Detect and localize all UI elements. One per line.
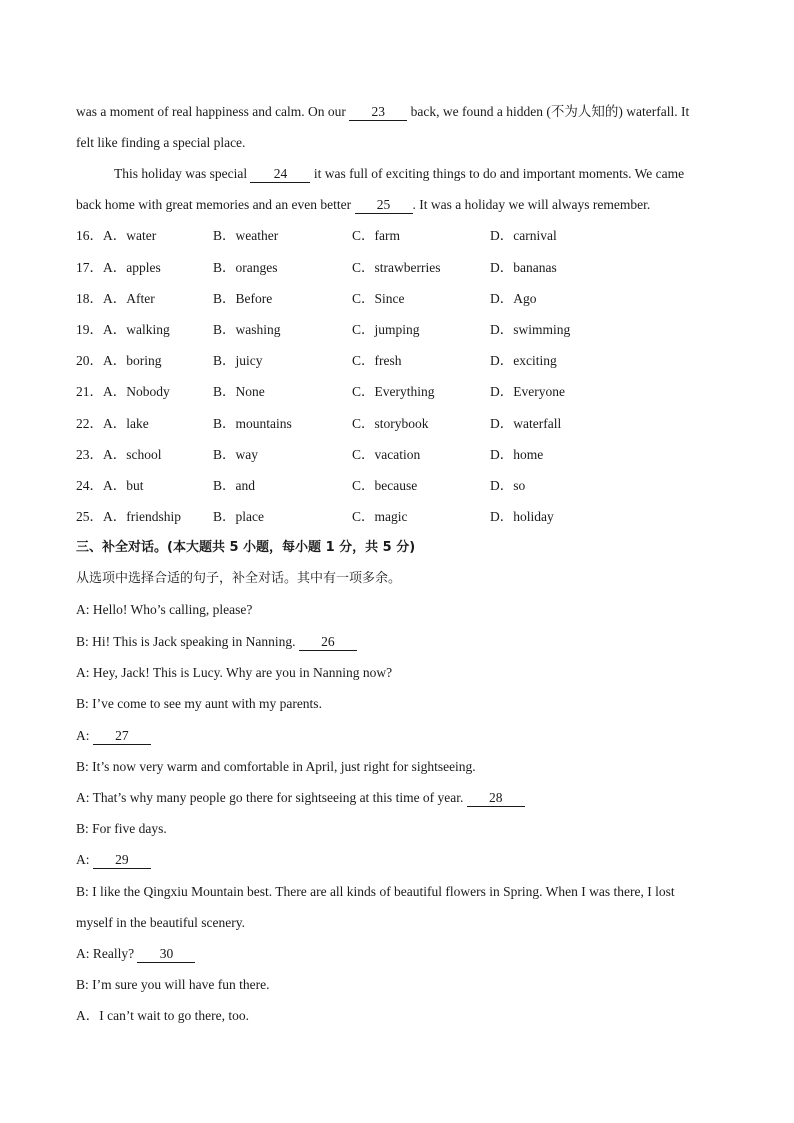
question-option-a[interactable]: 20．A．boring	[76, 353, 162, 368]
dialogue-line: A: 29	[76, 850, 151, 870]
question-option-d[interactable]: D．waterfall	[490, 416, 562, 431]
dialogue-line: B: I’ve come to see my aunt with my parents.	[76, 696, 322, 711]
question-option-b[interactable]: B．and	[213, 478, 255, 493]
dialogue-line: myself in the beautiful scenery.	[76, 915, 245, 930]
question-option-c[interactable]: C．strawberries	[352, 260, 441, 275]
question-option-b[interactable]: B．juicy	[213, 353, 263, 368]
question-option-d[interactable]: D．Everyone	[490, 384, 565, 399]
section-instruction: 从选项中选择合适的句子，补全对话。其中有一项多余。	[76, 571, 402, 586]
question-row	[76, 320, 721, 340]
section-heading: 三、补全对话。(本大题共 5 小题，每小题 1 分，共 5 分)	[76, 540, 416, 555]
answer-blank-23[interactable]: 23	[349, 104, 407, 121]
question-row	[76, 507, 721, 527]
question-row	[76, 414, 721, 434]
dialogue-line: B: I’m sure you will have fun there.	[76, 977, 270, 992]
question-option-b[interactable]: B．place	[213, 509, 264, 524]
dialogue-line: A: Hello! Who’s calling, please?	[76, 602, 253, 617]
question-row	[76, 382, 721, 402]
question-option-c[interactable]: C．Since	[352, 291, 405, 306]
question-row	[76, 226, 721, 246]
dialogue-line: A: Really? 30	[76, 944, 195, 964]
dialogue-line: B: Hi! This is Jack speaking in Nanning. 26	[76, 632, 357, 652]
passage-line-1: was a moment of real happiness and calm. On our 23 back, we found a hidden (不为人知的) waterfall. It	[76, 104, 690, 119]
question-option-a[interactable]: 18．A．After	[76, 291, 155, 306]
question-option-d[interactable]: D．carnival	[490, 228, 557, 243]
question-row	[76, 445, 721, 465]
question-option-d[interactable]: D．exciting	[490, 353, 557, 368]
answer-blank-29[interactable]: 29	[93, 852, 151, 869]
question-option-a[interactable]: 24．A．but	[76, 478, 144, 493]
question-option-c[interactable]: C．magic	[352, 509, 408, 524]
question-option-c[interactable]: C．because	[352, 478, 418, 493]
question-row	[76, 351, 721, 371]
question-option-c[interactable]: C．farm	[352, 228, 400, 243]
question-option-d[interactable]: D．swimming	[490, 322, 571, 337]
question-option-b[interactable]: B．oranges	[213, 260, 278, 275]
dialogue-line: B: It’s now very warm and comfortable in April, just right for sightseeing.	[76, 759, 476, 774]
question-row	[76, 476, 721, 496]
question-option-b[interactable]: B．weather	[213, 228, 279, 243]
passage-line-4: back home with great memories and an even better 25 . It was a holiday we will always remember.	[76, 197, 651, 212]
question-row	[76, 258, 721, 278]
dialogue-option-a: A．I can’t wait to go there, too.	[76, 1008, 249, 1023]
question-option-d[interactable]: D．bananas	[490, 260, 557, 275]
question-option-a[interactable]: 22．A．lake	[76, 416, 149, 431]
question-option-d[interactable]: D．Ago	[490, 291, 537, 306]
answer-blank-27[interactable]: 27	[93, 728, 151, 745]
passage-line-2: felt like finding a special place.	[76, 135, 246, 150]
question-option-b[interactable]: B．None	[213, 384, 265, 399]
dialogue-line: B: I like the Qingxiu Mountain best. There are all kinds of beautiful flowers in Spring. When I was there, I lost	[76, 884, 675, 899]
question-option-c[interactable]: C．storybook	[352, 416, 429, 431]
answer-blank-24[interactable]: 24	[250, 166, 310, 183]
question-option-d[interactable]: D．so	[490, 478, 526, 493]
question-option-b[interactable]: B．Before	[213, 291, 273, 306]
answer-blank-28[interactable]: 28	[467, 790, 525, 807]
dialogue-line: A: 27	[76, 726, 151, 746]
question-option-a[interactable]: 21．A．Nobody	[76, 384, 170, 399]
question-option-b[interactable]: B．way	[213, 447, 258, 462]
question-option-a[interactable]: 19．A．walking	[76, 322, 170, 337]
question-option-b[interactable]: B．mountains	[213, 416, 292, 431]
question-option-d[interactable]: D．home	[490, 447, 544, 462]
question-option-c[interactable]: C．Everything	[352, 384, 435, 399]
question-row	[76, 289, 721, 309]
answer-blank-30[interactable]: 30	[137, 946, 195, 963]
dialogue-line: A: Hey, Jack! This is Lucy. Why are you in Nanning now?	[76, 665, 393, 680]
question-option-a[interactable]: 23．A．school	[76, 447, 162, 462]
question-option-d[interactable]: D．holiday	[490, 509, 554, 524]
question-option-b[interactable]: B．washing	[213, 322, 281, 337]
dialogue-line: B: For five days.	[76, 821, 167, 836]
question-option-c[interactable]: C．fresh	[352, 353, 402, 368]
question-option-c[interactable]: C．jumping	[352, 322, 420, 337]
question-option-a[interactable]: 25．A．friendship	[76, 509, 181, 524]
question-option-c[interactable]: C．vacation	[352, 447, 421, 462]
dialogue-line: A: That’s why many people go there for sightseeing at this time of year. 28	[76, 788, 525, 808]
question-option-a[interactable]: 17．A．apples	[76, 260, 161, 275]
answer-blank-25[interactable]: 25	[355, 197, 413, 214]
answer-blank-26[interactable]: 26	[299, 634, 357, 651]
question-option-a[interactable]: 16．A．water	[76, 228, 157, 243]
passage-line-3: This holiday was special 24 it was full of exciting things to do and important moments. We came	[114, 166, 685, 181]
